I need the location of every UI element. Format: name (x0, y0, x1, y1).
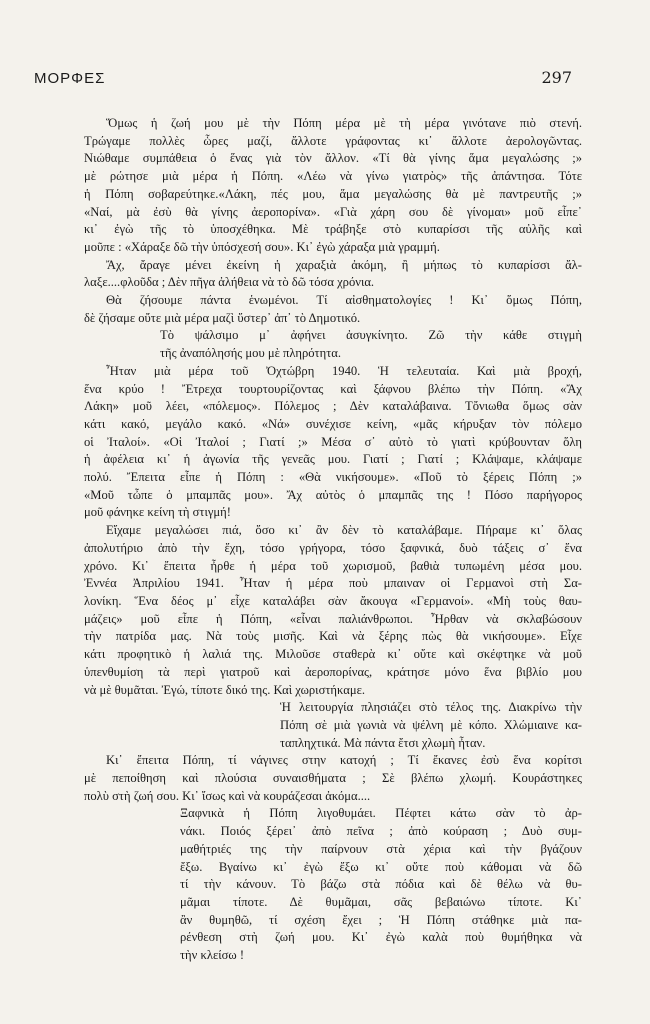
text-line: νὰ μὲ θυμᾶται. Ἐγώ, τίποτε δικό της. Καὶ χωριστήκαμε. (84, 682, 366, 697)
text-line: Νιώθαμε συμπάθεια ὁ ἕνας γιὰ τὸν ἄλλον. «Τί θὰ γίνης ἅμα μεγαλώσης ;» (84, 151, 582, 166)
text-line: μὲ ρώτησε μιὰ μέρα ἡ Πόπη. «Λέω νὰ γίνω γιατρὸς» τῆς ἀπάντησα. Τότε (84, 169, 582, 184)
text-line: Θὰ ζήσουμε πάντα ἑνωμένοι. Τί αἰσθηματολογίες ! Κι᾽ ὅμως Πόπη, (106, 293, 582, 308)
text-line: ἡ ἀφέλεια κι᾽ ἡ ἀγωνία τῆς γενεᾶς μου. Γιατί ; Γιατί ; Κλάψαμε, κλάψαμε (84, 452, 582, 467)
text-line: Λάκη» μοῦ λέει, «πόλεμος». Πόλεμος ; Δὲν καταλάβαινα. Τὄνιωθα ὅμως σὰν (84, 399, 582, 414)
text-line: πολὺ στὴ ζωή σου. Κι᾽ ἴσως καὶ νὰ κουράζεσαι ἀκόμα.... (84, 788, 371, 803)
text-line: κάτι προφητικὸ ἡ λαλιά της. Μιλοῦσε σταθερὰ κι᾽ οὔτε καὶ σκέφτηκε νὰ μοῦ (84, 647, 582, 662)
text-line: Πόπη σὲ μιὰ γωνιὰ νὰ ψέλνη μὲ κόπο. Χλώμιαινε κα- (280, 717, 582, 732)
text-line: Ἄχ, ἄραγε μένει ἐκείνη ἡ χαραξιὰ ἀκόμη, ἢ μήπως τὸ κυπαρίσσι ἄλ- (106, 257, 582, 272)
text-line: τί τὴν κάνουν. Τὸ βάζω στὰ πόδια καὶ δὲ θέλω νὰ θυ- (180, 877, 582, 892)
text-line: ταπληχτικά. Μὰ πάντα ἔτσι χλωμὴ ἦταν. (280, 735, 486, 750)
text-line: «Μοῦ τὦπε ὁ μπαμπᾶς μου». Ἄχ αὐτὸς ὁ μπαμπᾶς της ! Πόσο παρήγορος (84, 487, 582, 502)
text-line: ἡ Πόπη σοβαρεύτηκε.«Λάκη, πές μου, ἅμα μεγαλώσης θὰ μὲ παντρευτῆς ;» (84, 186, 582, 201)
text-line: μαθήτριές της τὴν παίρνουν στὰ χέρια καὶ τὴν βγάζουν (180, 841, 582, 856)
page-header (34, 68, 572, 87)
text-line: οἱ Ἰταλοί». «Οἱ Ἰταλοί ; Γιατί ;» Μέσα σ᾽ αὐτὸ τὸ γιατὶ κρύβουνταν ὅλη (84, 434, 582, 449)
text-line: ὑπενθυμίση τὰ περὶ γιατροῦ καὶ ἀεροπορίνας, κράτησε μόνο ἕνα βιβλίο μου (84, 664, 582, 679)
text-line: λονίκη. Ἕνα δέος μ᾽ εἶχε καταλάβει σὰν ἄκουγα «Γερμανοί». «Μὴ τοὺς θαυ- (84, 593, 582, 608)
text-line: ἔξω. Βγαίνω κι᾽ ἐγὼ ἔξω κι᾽ οὔτε ποὺ κάθομαι νὰ δῶ (180, 859, 582, 874)
text-line: Ἦταν μιὰ μέρα τοῦ Ὀχτώβρη 1940. Ἡ τελευταία. Καὶ μιὰ βροχή, (106, 363, 582, 378)
text-line: ἂν θυμηθῶ, τί σχέση ἔχει ; Ἡ Πόπη στάθηκε μιὰ πα- (180, 912, 582, 927)
text-line: ρένθεση στὴ ζωή μου. Κι᾽ ἐγὼ καλὰ ποὺ θυμήθηκα νὰ (180, 930, 582, 945)
text-line: Ἐννέα Ἀπριλίου 1941. Ἦταν ἡ μέρα ποὺ μπαιναν οἱ Γερμανοὶ στὴ Σα- (84, 576, 582, 591)
text-line: Κι᾽ ἔπειτα Πόπη, τί νάγινες στην κατοχή ; Τί ἔκανες ἐσὺ ἕνα κορίτσι (106, 753, 582, 768)
text-line: τὴν πατρίδα μας. Νὰ τοὺς μισῆς. Καὶ νὰ ξέρης πὼς θὰ νικήσουμε». Εἶχε (84, 629, 582, 644)
text-line: πολύ. Ἔπειτα εἶπε ἡ Πόπη : «Θὰ νικήσουμε». «Ποῦ τὸ ξέρεις Πόπη ;» (84, 470, 582, 485)
text-line: μᾶμαι τίποτε. Δὲ θυμᾶμαι, σᾶς βεβαιώνω τίποτε. Κι᾽ (180, 894, 582, 909)
body-text (84, 115, 582, 965)
text-line: «Ναί, μὰ ἐσὺ θὰ γίνης ἀεροπορίνα». «Γιὰ χάρη σου δὲ γίνομαι» μοῦ εἶπε᾽ (84, 204, 582, 219)
text-line: μὲ πεποίθηση καὶ πλούσια συναισθήματα ; Σὲ βλέπω χλωμή. Κουράστηκες (84, 771, 582, 786)
text-line: Εἴχαμε μεγαλώσει πιά, ὅσο κι᾽ ἂν δὲν τὸ καταλάβαμε. Πήραμε κι᾽ ὅλας (106, 523, 582, 538)
text-line: Ξαφνικὰ ἡ Πόπη λιγοθυμάει. Πέφτει κάτω σὰν τὸ ἀρ- (180, 806, 582, 821)
text-line: δὲ ζήσαμε οὔτε μιὰ μέρα μαζὶ ὕστερ᾽ ἀπ᾽ τὸ Δημοτικό. (84, 310, 361, 325)
text-line: μάζεις» μοῦ εἶπε ἡ Πόπη, «εἶναι παλιάνθρωποι. Ἦρθαν νὰ σκλαβώσουν (84, 611, 582, 626)
text-line: λαξε....φλοῦδα ; Δὲν πῆγα ἀλήθεια νὰ τὸ δῶ τόσα χρόνια. (84, 275, 375, 290)
text-line: Ὅμως ἡ ζωή μου μὲ τὴν Πόπη μέρα μὲ τὴ μέρα γινότανε πιὸ στενή. (106, 116, 582, 130)
text-line: τὴν κλείσω ! (180, 948, 245, 963)
text-line: μοῦπε : «Χάραξε δῶ τὴν ὑπόσχεσή σου». Κι᾽ ἐγὼ χάραξα μιὰ γραμμή. (84, 239, 440, 254)
text-line: Ἡ λειτουργία πλησιάζει στὸ τέλος της. Διακρίνω τὴν (280, 700, 582, 715)
text-line: ἀπολυτήριο ἀπὸ τὴν ἕχη, τόσο γρήγορα, τόσο ξαφνικά, δυὸ τάξεις σ᾽ ἕνα (84, 540, 582, 555)
text-line: χρόνο. Κι᾽ ἔπειτα ἦρθε ἡ μέρα τοῦ χωρισμοῦ, βαθιὰ τυπωμένη μέσα μου. (84, 558, 582, 573)
text-line: κάτι κακό, μεγάλο κακό. «Νά» συνέχισε κείνη, «μᾶς κήρυξαν τὸν πόλεμο (84, 416, 582, 431)
text-line: κι᾽ ἐγὼ τῆς τὸ ὑποσχέθηκα. Μὲ τράβηξε στὸ κυπαρίσσι τῆς αὐλῆς καὶ (84, 222, 582, 237)
text-line: Τὸ ψάλσιμο μ᾽ ἀφήνει ἀσυγκίνητο. Ζῶ τὴν κάθε στιγμὴ (160, 328, 582, 343)
text-line: τῆς ἀναπόλησής μου μὲ πληρότητα. (160, 346, 342, 361)
journal-title: ΜΟΡΦΕΣ (34, 70, 106, 87)
text-line: Τρώγαμε πολλὲς ὧρες μαζί, ἄλλοτε γράφοντας κι᾽ ἄλλοτε ἀερολογῶντας. (84, 133, 582, 148)
page-number: 297 (541, 68, 572, 87)
text-line: μοῦ φάνηκε κείνη τὴ στιγμή! (84, 505, 231, 520)
text-line: ἕνα κρύο ! Ἔτρεχα τουρτουρίζοντας καὶ ξάφνου βλέπω τὴν Πόπη. «Ἄχ (84, 381, 582, 396)
text-line: νάκι. Ποιός ξέρει᾽ ἀπὸ πεῖνα ; ἀπὸ κούραση ; Δυὸ συμ- (180, 824, 582, 839)
